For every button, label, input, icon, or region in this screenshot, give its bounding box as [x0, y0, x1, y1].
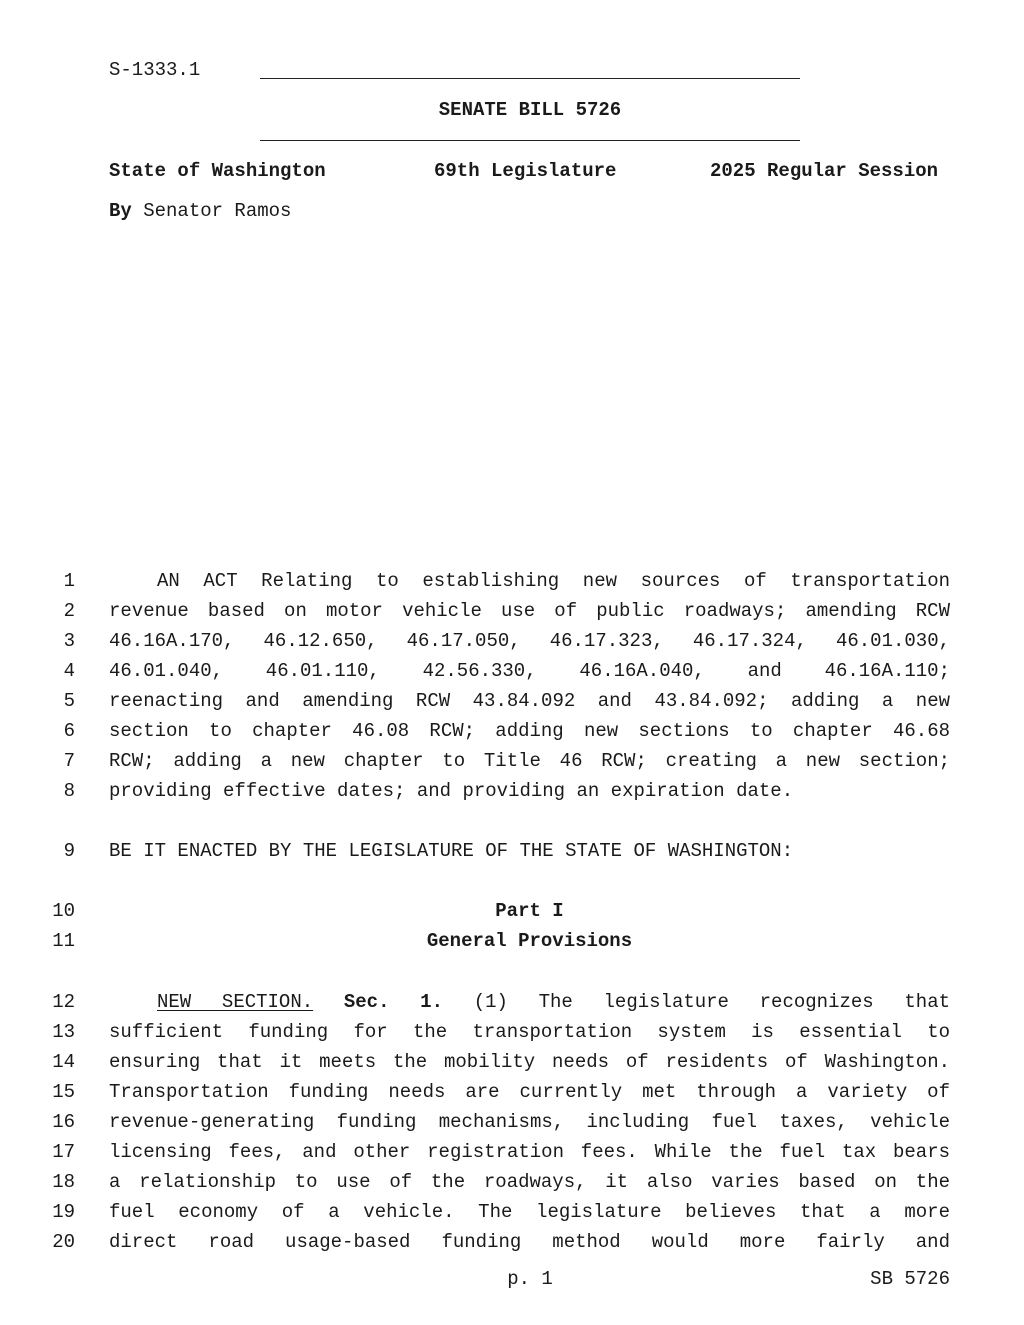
part-heading: Part I: [495, 900, 564, 922]
line-number: 11: [52, 930, 75, 952]
body-line-text: (1) The legislature recognizes that: [473, 991, 950, 1013]
line-number: 7: [63, 750, 75, 772]
part-subheading: General Provisions: [426, 930, 633, 952]
line-number: 14: [52, 1051, 75, 1073]
body-line: AN ACT Relating to establishing new sources of transportation: [157, 570, 950, 592]
line-number: 6: [63, 720, 75, 742]
title-rule-top: [260, 78, 800, 79]
state-name: State of Washington: [109, 160, 326, 182]
line-number: 8: [63, 780, 75, 802]
line-number: 1: [63, 570, 75, 592]
session-name: 2025 Regular Session: [710, 160, 939, 182]
body-line: fuel economy of a vehicle. The legislature believes that a more: [109, 1201, 950, 1223]
body-line: RCW; adding a new chapter to Title 46 RCW; creating a new section;: [109, 750, 950, 772]
line-number: 9: [63, 840, 75, 862]
line-number: 5: [63, 690, 75, 712]
body-line: reenacting and amending RCW 43.84.092 and 43.84.092; adding a new: [109, 690, 950, 712]
line-number: 18: [52, 1171, 75, 1193]
line-number: 15: [52, 1081, 75, 1103]
line-number: 19: [52, 1201, 75, 1223]
body-line: ensuring that it meets the mobility needs of residents of Washington.: [109, 1051, 950, 1073]
line-number: 20: [52, 1231, 75, 1253]
body-line: section to chapter 46.08 RCW; adding new sections to chapter 46.68: [109, 720, 950, 742]
line-number: 3: [63, 630, 75, 652]
body-line: direct road usage-based funding method would more fairly and: [109, 1231, 950, 1253]
document-code: S-1333.1: [109, 59, 201, 81]
body-line: a relationship to use of the roadways, it also varies based on the: [109, 1171, 950, 1193]
page-number: p. 1: [507, 1268, 553, 1290]
line-number: 4: [63, 660, 75, 682]
enacting-clause: BE IT ENACTED BY THE LEGISLATURE OF THE STATE OF WASHINGTON:: [109, 840, 794, 862]
body-line: licensing fees, and other registration fees. While the fuel tax bears: [109, 1141, 950, 1163]
body-line: providing effective dates; and providing an expiration date.: [109, 780, 794, 802]
title-rule-bottom: [260, 140, 800, 141]
by-label: By: [109, 200, 132, 222]
sponsor-line: [109, 202, 291, 221]
new-section-label: NEW SECTION.: [157, 991, 314, 1013]
body-line: revenue based on motor vehicle use of public roadways; amending RCW: [109, 600, 950, 622]
bill-title: SENATE BILL 5726: [438, 99, 622, 121]
body-line: revenue-generating funding mechanisms, including fuel taxes, vehicle: [109, 1111, 950, 1133]
body-line: [109, 993, 950, 1012]
body-line: Transportation funding needs are currently met through a variety of: [109, 1081, 950, 1103]
line-number: 17: [52, 1141, 75, 1163]
footer-bill-ref: SB 5726: [870, 1268, 950, 1290]
line-number: 2: [63, 600, 75, 622]
line-number: 16: [52, 1111, 75, 1133]
line-number: 10: [52, 900, 75, 922]
line-number: 13: [52, 1021, 75, 1043]
legislature-number: 69th Legislature: [434, 160, 617, 182]
sponsor-name: Senator Ramos: [143, 200, 292, 222]
body-line: 46.16A.170, 46.12.650, 46.17.050, 46.17.323, 46.17.324, 46.01.030,: [109, 630, 950, 652]
body-line: sufficient funding for the transportation system is essential to: [109, 1021, 950, 1043]
section-number: Sec. 1.: [343, 991, 443, 1013]
body-line: 46.01.040, 46.01.110, 42.56.330, 46.16A.040, and 46.16A.110;: [109, 660, 950, 682]
line-number: 12: [52, 991, 75, 1013]
